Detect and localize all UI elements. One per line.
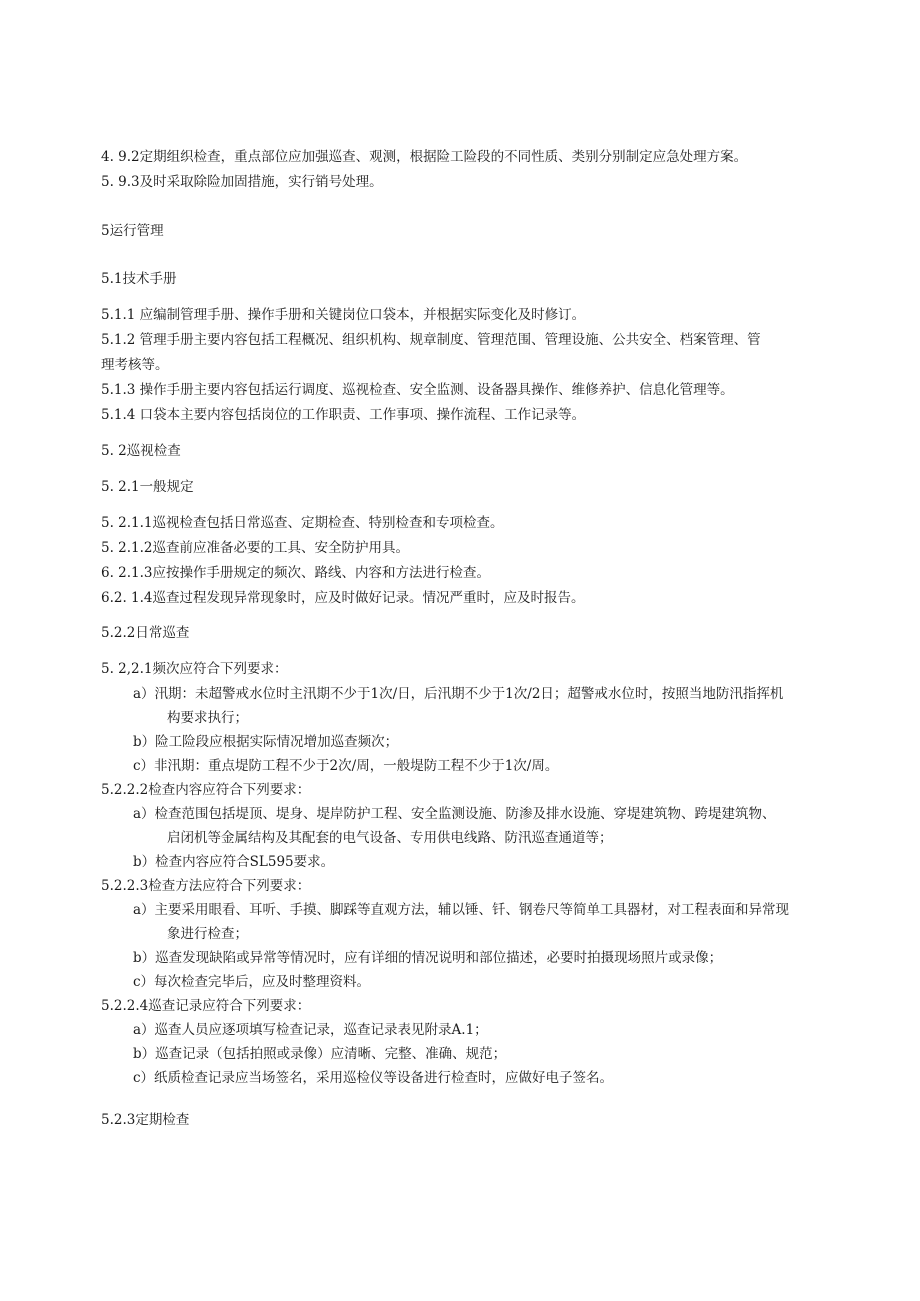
list-item: c）非汛期：重点堤防工程不少于2次/周，一般堤防工程不少于1次/周。 — [133, 758, 559, 774]
text-line: 4. 9.2定期组织检查，重点部位应加强巡查、观测，根据险工险段的不同性质、类别分别制定应急处理方案。 — [101, 149, 748, 165]
list-item: b）险工险段应根据实际情况增加巡查频次； — [133, 734, 399, 750]
list-item: b）巡查记录（包括拍照或录像）应清晰、完整、准确、规范； — [133, 1046, 507, 1062]
section-heading: 5.2.2日常巡查 — [101, 625, 190, 641]
section-heading: 5. 2.1一般规定 — [101, 479, 194, 495]
list-item: c）纸质检查记录应当场签名，采用巡检仪等设备进行检查时，应做好电子签名。 — [133, 1070, 614, 1086]
section-heading: 5运行管理 — [101, 223, 164, 239]
text-line: 5.2.2.3检查方法应符合下列要求： — [101, 878, 311, 894]
text-line: 5.2.2.4巡查记录应符合下列要求： — [101, 998, 311, 1014]
text-line: 5. 9.3及时采取除险加固措施，实行销号处理。 — [101, 174, 383, 190]
list-item: b）巡查发现缺陷或异常等情况时，应有详细的情况说明和部位描述，必要时拍摄现场照片或录像； — [133, 950, 723, 966]
list-item: a）检查范围包括堤顶、堤身、堤岸防护工程、安全监测设施、防渗及排水设施、穿堤建筑物、跨堤建筑物、 — [133, 806, 776, 822]
list-item-continuation: 启闭机等金属结构及其配套的电气设备、专用供电线路、防汛巡查通道等； — [167, 830, 613, 846]
text-line: 5. 2.1.1巡视检查包括日常巡查、定期检查、特别检查和专项检查。 — [101, 515, 504, 531]
text-line: 5.1.3 操作手册主要内容包括运行调度、巡视检查、安全监测、设备器具操作、维修养护、信息化管理等。 — [101, 382, 734, 398]
list-item-continuation: 象进行检查； — [167, 926, 248, 942]
text-line: 5. 2.1.2巡查前应准备必要的工具、安全防护用具。 — [101, 540, 410, 556]
text-line: 5.1.2 管理手册主要内容包括工程概况、组织机构、规章制度、管理范围、管理设施、公共安全、档案管理、管 — [101, 332, 761, 348]
section-heading: 5.1技术手册 — [101, 271, 177, 287]
text-line: 理考核等。 — [101, 357, 169, 373]
text-line: 6.2. 1.4巡查过程发现异常现象时，应及时做好记录。情况严重时，应及时报告。 — [101, 590, 585, 606]
text-line: 5.2.2.2检查内容应符合下列要求： — [101, 782, 311, 798]
text-line: 5.1.1 应编制管理手册、操作手册和关键岗位口袋本，并根据实际变化及时修订。 — [101, 307, 586, 323]
list-item: a）主要采用眼看、耳听、手摸、脚踩等直观方法，辅以锤、钎、钢卷尺等简单工具器材，对工程表面和异常现 — [133, 902, 790, 918]
list-item: a）巡查人员应逐项填写检查记录，巡查记录表见附录A.1； — [133, 1022, 488, 1038]
section-heading: 5. 2巡视检查 — [101, 443, 181, 459]
text-line: 6. 2.1.3应按操作手册规定的频次、路线、内容和方法进行检查。 — [101, 565, 491, 581]
list-item: b）检查内容应符合SL595要求。 — [133, 854, 335, 870]
text-line: 5. 2,2.1频次应符合下列要求： — [101, 661, 288, 677]
list-item-continuation: 构要求执行； — [167, 710, 248, 726]
text-line: 5.1.4 口袋本主要内容包括岗位的工作职责、工作事项、操作流程、工作记录等。 — [101, 407, 586, 423]
list-item: c）每次检查完毕后，应及时整理资料。 — [133, 974, 371, 990]
list-item: a）汛期：未超警戒水位时主汛期不少于1次/日，后汛期不少于1次/2日；超警戒水位时，按照当地防汛指挥机 — [133, 686, 784, 702]
section-heading: 5.2.3定期检查 — [101, 1112, 190, 1128]
